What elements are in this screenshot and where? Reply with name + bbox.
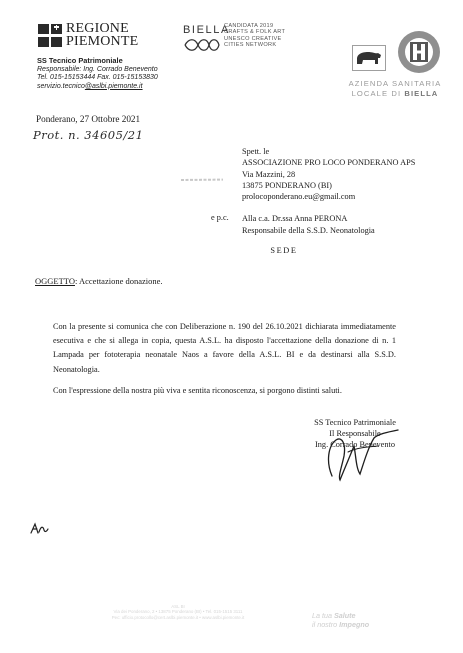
department-block [37,57,158,91]
department-phone: Tel. 015-15153444 Fax. 015-15153830 [37,74,158,81]
piemonte-line: PIEMONTE [66,34,139,49]
regione-line: REGIONE [66,21,129,36]
subject-line [35,276,163,286]
footer-line: Via dei Ponderano, 2 • 13875 Ponderano (BI) • Tel. 015-1515 3111 [113,609,243,615]
biella-wordmark: BIELLA [183,24,230,36]
sede-label: SEDE [270,246,298,255]
pen-stroke-mark [180,177,224,183]
recipient-line: Spett. le [242,147,270,156]
letter-date: Ponderano, 27 Ottobre 2021 [36,114,141,124]
cc-recipient [242,213,375,236]
asl-name [345,79,445,99]
asl-line2: LOCALE DI BIELLA [351,89,439,98]
bear-icon [352,45,386,71]
department-email[interactable]: servizio.tecnico@aslbi.piemonte.it [37,82,143,90]
biella-tagline [224,23,285,48]
signature-line: SS Tecnico Patrimoniale [314,418,396,427]
recipient-line: Via Mazzini, 28 [242,169,296,179]
handwritten-signature [318,426,400,484]
biella-tag-line: CANDIDATA 2019 [224,23,274,29]
footer-line: ASL BI [171,604,185,609]
signature-line: Ing. Corrado Benevento [315,439,395,449]
recipient-line: ASSOCIAZIONE PRO LOCO PONDERANO APS [242,158,416,168]
regione-piemonte-logo-icon [38,24,64,48]
biella-tag-line: UNESCO CREATIVE [224,35,282,42]
subject-text: : Accettazione donazione. [74,276,163,286]
asl-line1: AZIENDA SANITARIA [348,79,442,88]
body-paragraph [53,320,396,377]
slogan-line1: La tua Salute [312,611,356,620]
biella-knot-icon [183,38,221,52]
protocol-number: Prot. n. 34605/21 [33,128,144,142]
cc-label: e p.c. [211,213,229,222]
recipient-address [242,146,415,202]
recipient-email[interactable]: prolocoponderano.eu@gmail.com [242,192,356,202]
slogan-line2: il nostro Impegno [312,619,370,629]
cc-line: Responsabile della S.S.D. Neonatologia [242,225,375,235]
biella-tag-line: CITIES NETWORK [224,41,277,48]
cc-line: Alla c.a. Dr.ssa Anna PERONA [242,214,348,223]
initials-mark [29,522,49,534]
footer-line: Pec: ufficio.protocollo@cert.aslbi.piemonte.it • www.aslbi.piemonte.it [111,614,245,620]
biella-tag-line: CRAFTS & FOLK ART [224,29,286,36]
recipient-line: 13875 PONDERANO (BI) [242,180,332,190]
department-responsible: Responsabile: Ing. Corrado Benevento [37,65,158,73]
department-name: SS Tecnico Patrimoniale [37,56,123,65]
closing-paragraph: Con l'espressione della nostra più viva e sentita riconoscenza, si porgono distinti saluti. [53,386,342,395]
asl-emblem-icon [397,30,441,74]
regione-piemonte-wordmark [66,22,138,48]
footer-contacts [78,604,278,620]
footer-slogan [312,612,369,629]
subject-label: OGGETTO [35,276,75,286]
signature-line: Il Responsabile [329,428,381,438]
paragraph-1: Con la presente si comunica che con Deliberazione n. 190 del 26.10.2021 dichiarata immediatamente esecutiva e che si allega in copia, questa A.S.L. ha disposto l'accettazione della donazione di n. 1 Lampada per fototerapia neonatale Naos a favore della A.S.L. BI e da destinarsi alla S.S.D. Neonatologia. [53,322,396,374]
